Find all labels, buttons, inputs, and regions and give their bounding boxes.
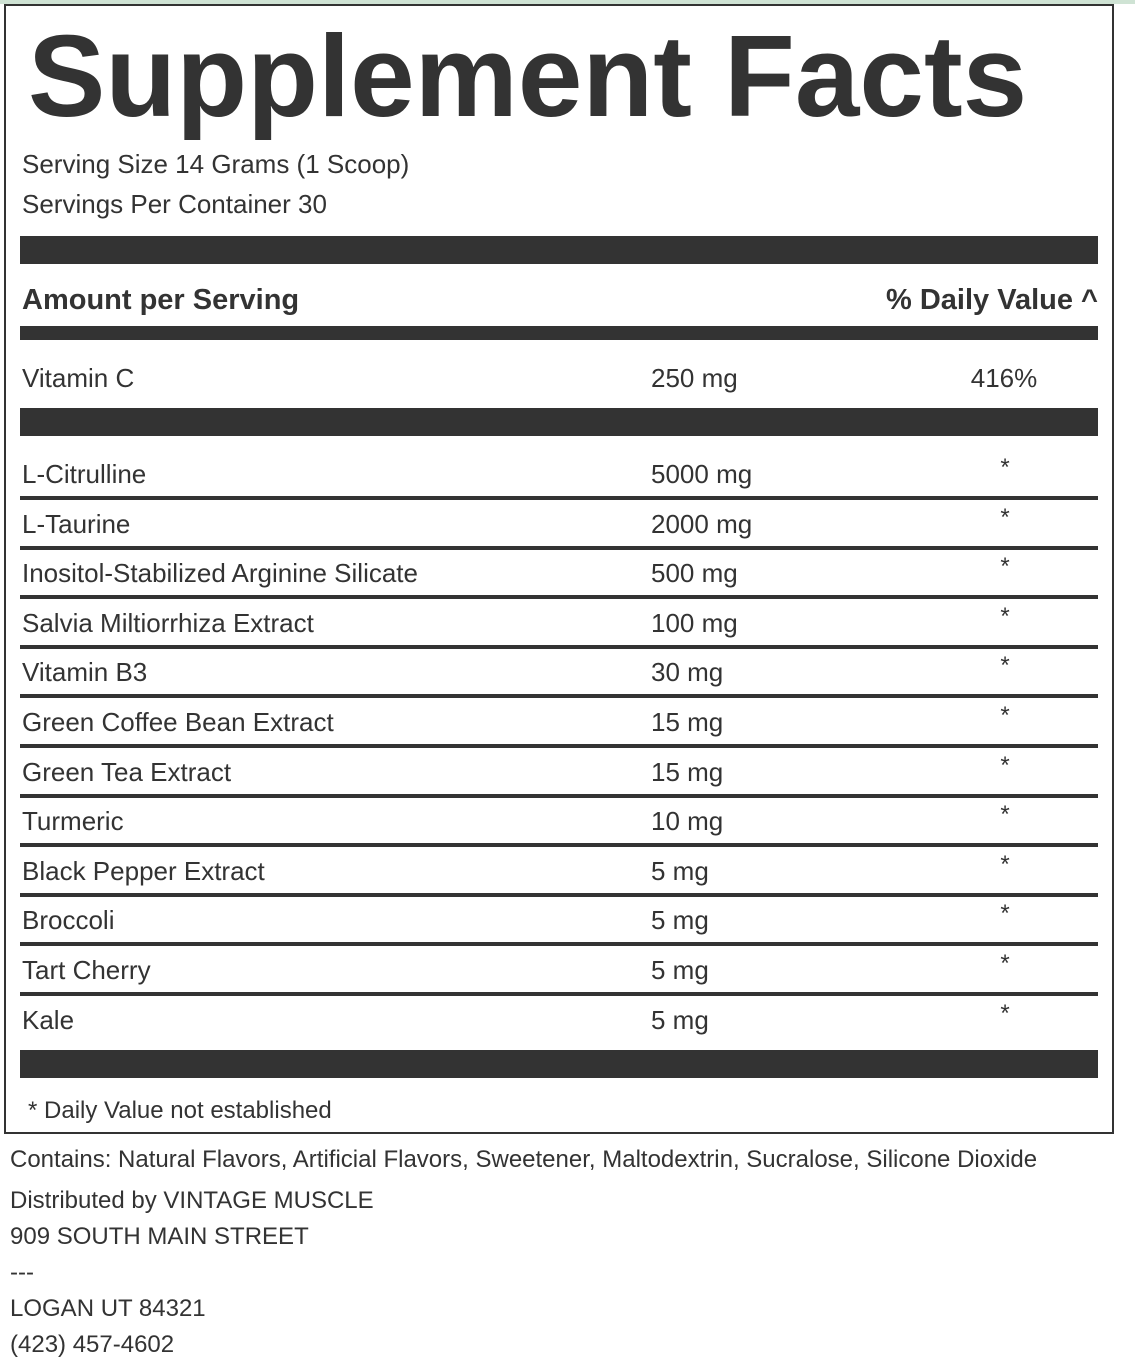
- row-divider: [20, 546, 1098, 550]
- row-divider: [20, 942, 1098, 946]
- nutrient-name: Vitamin C: [22, 363, 135, 393]
- ingredient-row: [20, 998, 1098, 1042]
- ingredient-name: Vitamin B3: [22, 657, 148, 687]
- medium-divider: [20, 326, 1098, 340]
- row-divider: [20, 595, 1098, 599]
- daily-value-header: % Daily Value ^: [886, 284, 1098, 316]
- row-divider: [20, 694, 1098, 698]
- ingredient-daily-value: *: [1000, 504, 1010, 531]
- ingredient-amount: 30 mg: [651, 657, 724, 687]
- nutrient-amount: 250 mg: [651, 363, 738, 393]
- row-divider: [20, 992, 1098, 996]
- column-header-row: [22, 278, 1098, 322]
- ingredient-name: Black Pepper Extract: [22, 856, 265, 886]
- serving-size: Serving Size 14 Grams (1 Scoop): [22, 149, 410, 179]
- vitamin-row: [20, 358, 1098, 398]
- ingredient-amount: 5 mg: [651, 955, 709, 985]
- row-divider: [20, 893, 1098, 897]
- nutrient-daily-value: 416%: [970, 363, 1038, 393]
- ingredient-amount: 5 mg: [651, 905, 709, 935]
- ingredient-amount: 100 mg: [651, 608, 738, 638]
- ingredient-daily-value: *: [1000, 801, 1010, 828]
- ingredient-row: [20, 551, 1098, 595]
- ingredient-daily-value: *: [1000, 851, 1010, 878]
- ingredient-amount: 5000 mg: [651, 459, 753, 489]
- ingredient-name: Inositol-Stabilized Arginine Silicate: [22, 558, 418, 588]
- ingredient-name: Green Tea Extract: [22, 757, 232, 787]
- ingredient-daily-value: *: [1000, 702, 1010, 729]
- ingredient-daily-value: *: [1000, 1000, 1010, 1027]
- thick-divider-top: [20, 236, 1098, 264]
- thick-divider-bottom: [20, 1050, 1098, 1078]
- ingredient-name: L-Taurine: [22, 509, 131, 539]
- ingredient-amount: 2000 mg: [651, 509, 753, 539]
- ingredient-row: [20, 650, 1098, 694]
- ingredient-row: [20, 452, 1098, 496]
- ingredient-daily-value: *: [1000, 652, 1010, 679]
- ingredient-name: L-Citrulline: [22, 459, 147, 489]
- ingredient-name: Broccoli: [22, 905, 115, 935]
- ingredient-row: [20, 601, 1098, 645]
- servings-per-container: Servings Per Container 30: [22, 189, 327, 219]
- ingredient-row: [20, 948, 1098, 992]
- row-divider: [20, 496, 1098, 500]
- ingredient-name: Turmeric: [22, 806, 124, 836]
- ingredient-name: Tart Cherry: [22, 955, 151, 985]
- ingredient-daily-value: *: [1000, 603, 1010, 630]
- ingredient-row: [20, 799, 1098, 843]
- ingredient-name: Salvia Miltiorrhiza Extract: [22, 608, 314, 638]
- ingredient-amount: 10 mg: [651, 806, 724, 836]
- ingredient-daily-value: *: [1000, 553, 1010, 580]
- distributor-phone: (423) 457-4602: [10, 1331, 175, 1358]
- row-divider: [20, 645, 1098, 649]
- row-divider: [20, 744, 1098, 748]
- ingredient-name: Kale: [22, 1005, 75, 1035]
- ingredient-daily-value: *: [1000, 900, 1010, 927]
- supplement-facts-panel: [4, 4, 1114, 1134]
- distributor-separator: ---: [10, 1259, 34, 1286]
- ingredient-amount: 15 mg: [651, 707, 724, 737]
- contains-statement: Contains: Natural Flavors, Artificial Flavors, Sweetener, Maltodextrin, Sucralose, Silicone Dioxide: [10, 1146, 1038, 1173]
- ingredient-daily-value: *: [1000, 752, 1010, 779]
- daily-value-footnote: * Daily Value not established: [28, 1097, 332, 1124]
- panel-title: Supplement Facts: [28, 11, 1028, 141]
- distributor-street: 909 SOUTH MAIN STREET: [10, 1223, 309, 1250]
- amount-per-serving-header: Amount per Serving: [22, 284, 300, 316]
- thick-divider-middle: [20, 408, 1098, 436]
- ingredient-amount: 5 mg: [651, 1005, 709, 1035]
- ingredient-row: [20, 700, 1098, 744]
- ingredient-amount: 5 mg: [651, 856, 709, 886]
- distributor-name: Distributed by VINTAGE MUSCLE: [10, 1187, 374, 1214]
- ingredient-row: [20, 849, 1098, 893]
- ingredient-amount: 15 mg: [651, 757, 724, 787]
- row-divider: [20, 843, 1098, 847]
- ingredient-row: [20, 750, 1098, 794]
- ingredient-name: Green Coffee Bean Extract: [22, 707, 334, 737]
- distributor-city: LOGAN UT 84321: [10, 1295, 206, 1322]
- ingredient-daily-value: *: [1000, 950, 1010, 977]
- ingredient-row: [20, 502, 1098, 546]
- ingredient-row: [20, 898, 1098, 942]
- row-divider: [20, 794, 1098, 798]
- ingredient-amount: 500 mg: [651, 558, 738, 588]
- ingredient-daily-value: *: [1000, 454, 1010, 481]
